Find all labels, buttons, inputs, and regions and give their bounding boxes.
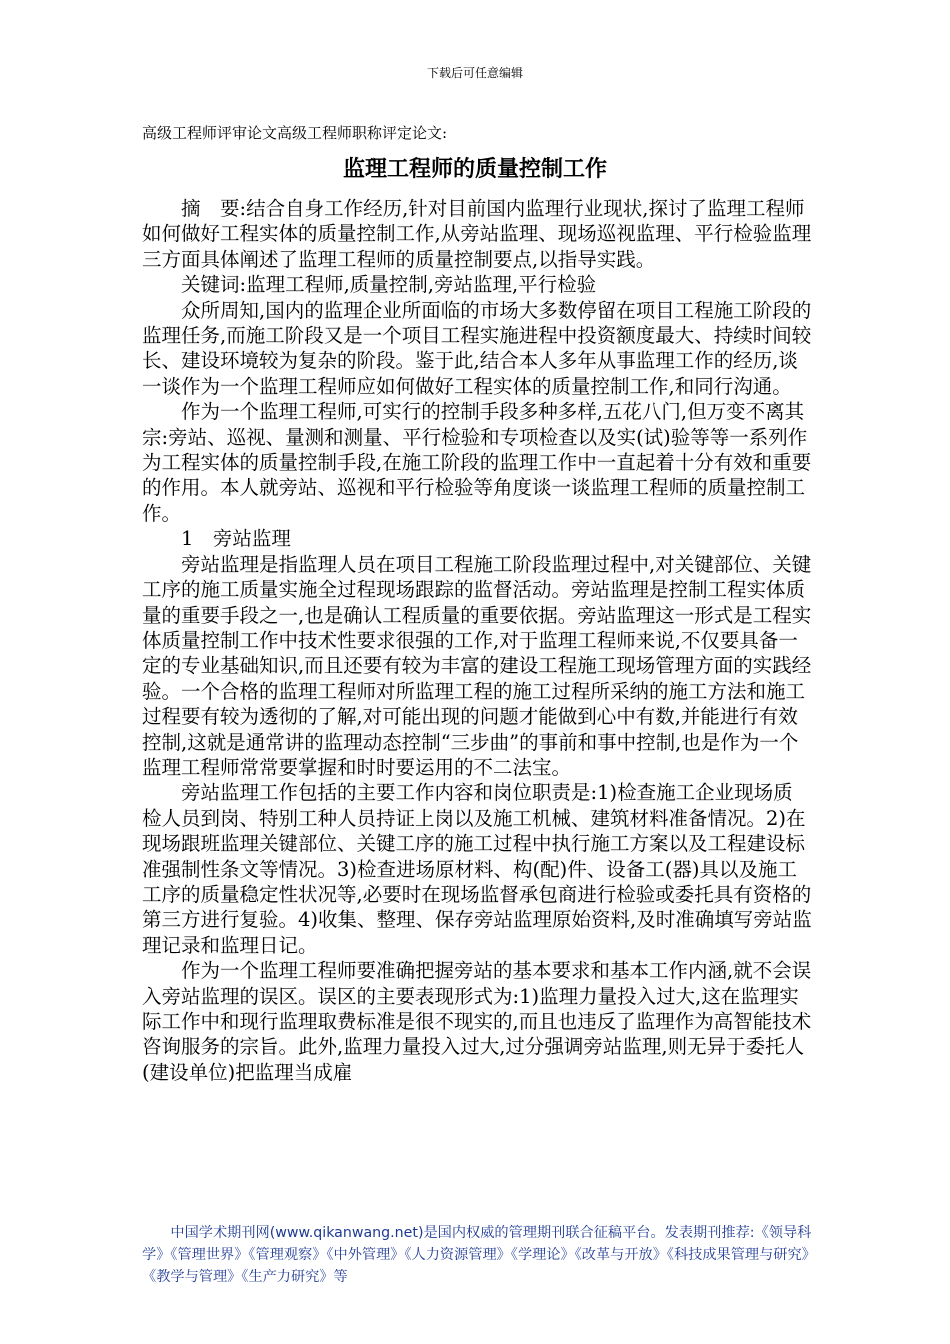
section-heading: 1 旁站监理 <box>181 527 291 551</box>
document-title: 监理工程师的质量控制工作 <box>342 156 607 182</box>
footer-advertisement <box>142 1222 818 1288</box>
body-paragraph: 作为一个监理工程师要准确把握旁站的基本要求和基本工作内涵,就不会误入旁站监理的误区。误区的主要表现形式为:1)监理力量投入过大,这在监理实际工作中和现行监理取费标准是很不现实的,而且也违反了监理作为高智能技术咨询服务的宗旨。此外,监理力量投入过大,过分强调旁站监理,则无异于委托人(建设单位)把监理当成雇 <box>142 959 812 1084</box>
body-paragraph: 众所周知,国内的监理企业所面临的市场大多数停留在项目工程施工阶段的监理任务,而施工阶段又是一个项目工程实施进程中投资额度最大、持续时间较长、建设环境较为复杂的阶段。鉴于此,结合本人多年从事监理工作的经历,谈一谈作为一个监理工程师应如何做好工程实体的质量控制工作,和同行沟通。 <box>142 298 812 398</box>
footer-ad-text: 中国学术期刊网(www.qikanwang.net)是国内权威的管理期刊联合征稿平台。发表期刊推荐:《领导科学》《管理世界》《管理观察》《中外管理》《人力资源管理》《学理论》《改革与开放》《科技成果管理与研究》《教学与管理》《生产力研究》等 <box>142 1225 816 1285</box>
body-paragraph: 作为一个监理工程师,可实行的控制手段多种多样,五花八门,但万变不离其宗:旁站、巡视、量测和测量、平行检验和专项检查以及实(试)验等等一系列作为工程实体的质量控制手段,在施工阶段的监理工作中一直起着十分有效和重要的作用。本人就旁站、巡视和平行检验等角度谈一谈监理工程师的质量控制工作。 <box>142 400 812 525</box>
body-paragraph: 旁站监理是指监理人员在项目工程施工阶段监理过程中,对关键部位、关键工序的施工质量实施全过程现场跟踪的监督活动。旁站监理是控制工程实体质量的重要手段之一,也是确认工程质量的重要依据。旁站监理这一形式是工程实体质量控制工作中技术性要求很强的工作,对于监理工程师来说,不仅要具备一定的专业基础知识,而且还要有较为丰富的建设工程施工现场管理方面的实践经验。一个合格的监理工程师对所监理工程的施工过程所采纳的施工方法和施工过程要有较为透彻的了解,对可能出现的问题才能做到心中有数,并能进行有效控制,这就是通常讲的监理动态控制“三步曲”的事前和事中控制,也是作为一个监理工程师常常要掌握和时时要运用的不二法宝。 <box>142 552 812 779</box>
body-paragraph: 旁站监理工作包括的主要工作内容和岗位职责是:1)检查施工企业现场质检人员到岗、特别工种人员持证上岗以及施工机械、建筑材料准备情况。2)在现场跟班监理关键部位、关键工序的施工过程中执行施工方案以及工程建设标准强制性条文等情况。3)检查进场原材料、构(配)件、设备工(器)具以及施工工序的质量稳定性状况等,必要时在现场监督承包商进行检验或委托具有资格的第三方进行复验。4)收集、整理、保存旁站监理原始资料,及时准确填写旁站监理记录和监理日记。 <box>142 781 812 957</box>
paper-category-line: 高级工程师评审论文高级工程师职称评定论文: <box>142 124 448 142</box>
abstract-paragraph: 摘 要:结合自身工作经历,针对目前国内监理行业现状,探讨了监理工程师如何做好工程实体的质量控制工作,从旁站监理、现场巡视监理、平行检验监理三方面具体阐述了监理工程师的质量控制要点,以指导实践。 <box>142 197 812 271</box>
keywords-paragraph: 关键词:监理工程师,质量控制,旁站监理,平行检验 <box>181 273 597 297</box>
document-body <box>142 196 812 1085</box>
page-header-note: 下载后可任意编辑 <box>426 66 523 80</box>
